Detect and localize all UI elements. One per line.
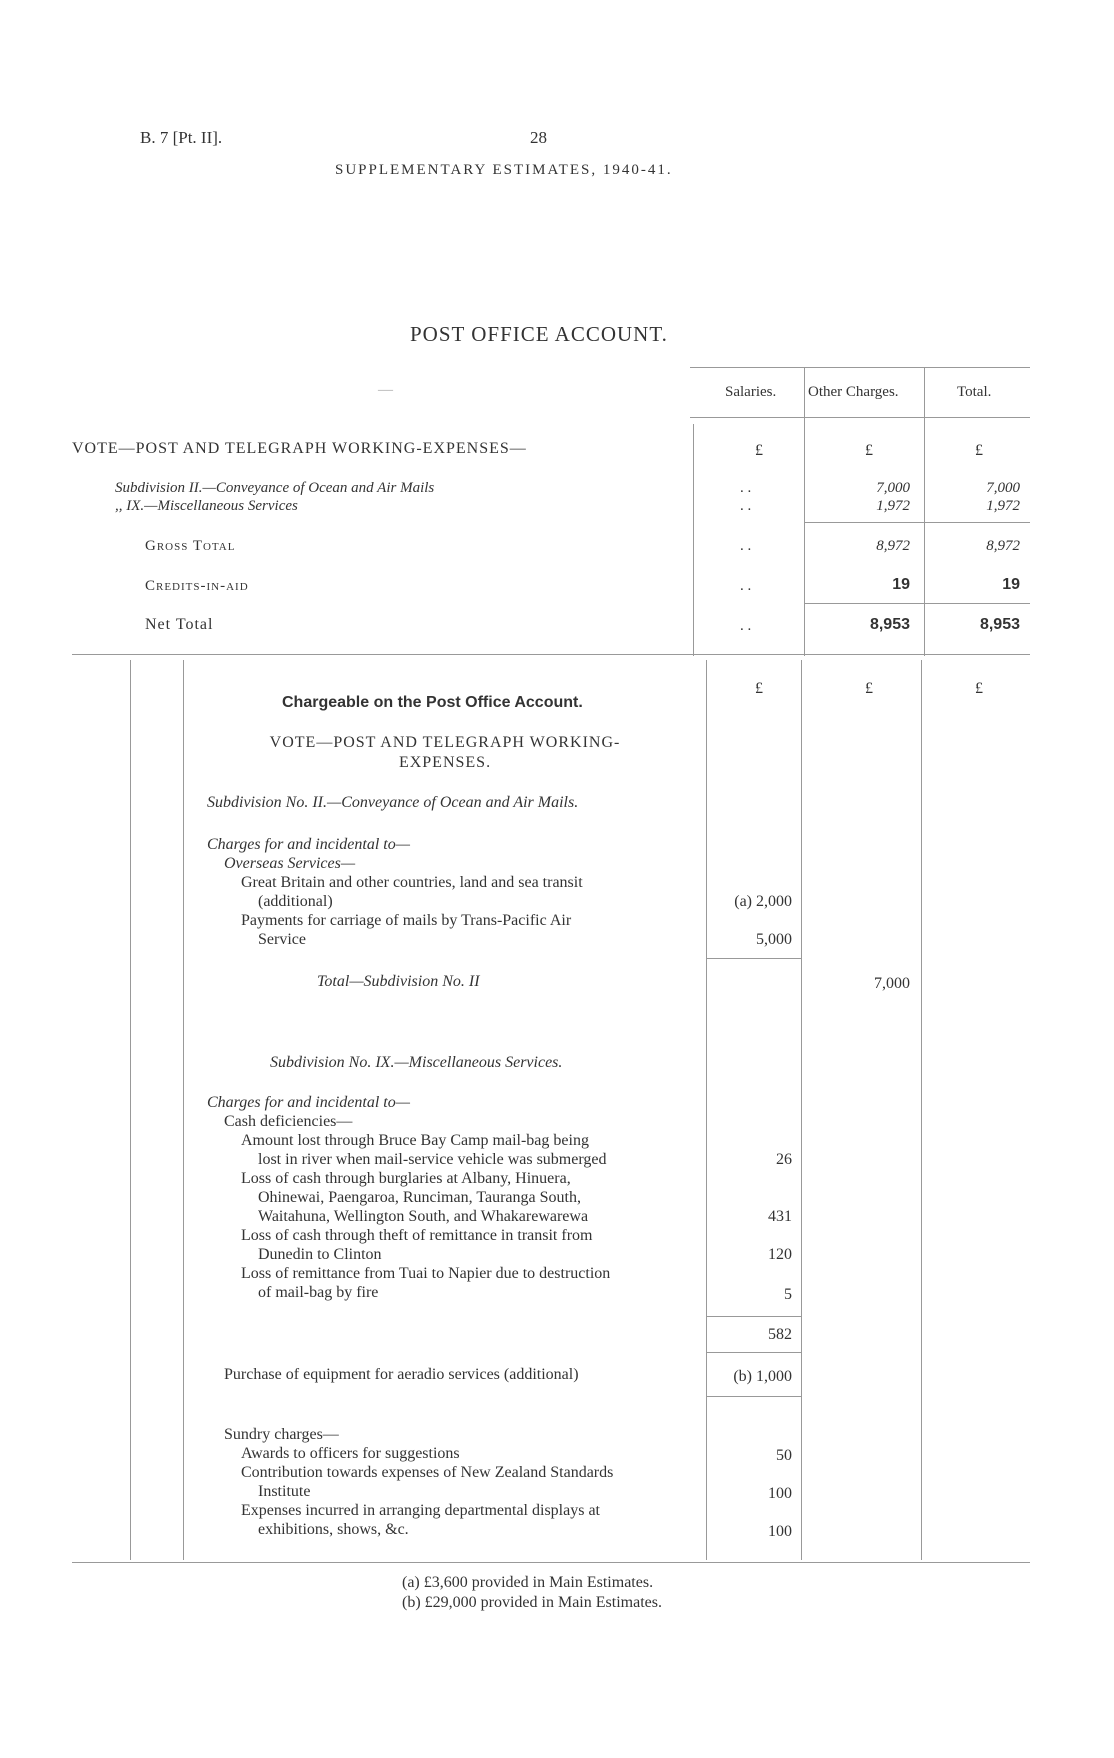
subdivision-ii-total: 7,000 xyxy=(986,480,1020,496)
vote-heading-line2: EXPENSES. xyxy=(398,754,492,771)
net-total-label: Net Total xyxy=(145,616,214,633)
running-title: SUPPLEMENTARY ESTIMATES, 1940-41. xyxy=(335,162,673,178)
detail-currency-other: £ xyxy=(865,680,873,697)
theft-amount: 120 xyxy=(768,1246,792,1263)
bruce-bay-line2: lost in river when mail-service vehicle was submerged xyxy=(258,1151,607,1168)
trans-pacific-line2: Service xyxy=(258,931,306,948)
displays-line2: exhibitions, shows, &c. xyxy=(258,1521,409,1538)
reference-number: B. 7 [Pt. II]. xyxy=(140,128,223,147)
subdivision-ii-label: Subdivision II.—Conveyance of Ocean and Air Mails xyxy=(115,480,435,496)
aeradio-equipment-label: Purchase of equipment for aeradio services (additional) xyxy=(224,1366,579,1383)
awards-amount: 50 xyxy=(776,1447,792,1464)
great-britain-line1: Great Britain and other countries, land and sea transit xyxy=(241,874,583,891)
displays-amount: 100 xyxy=(768,1523,792,1540)
subdivision-ii-heading: Subdivision No. II.—Conveyance of Ocean and Air Mails. xyxy=(207,794,579,811)
credits-in-aid-other: 19 xyxy=(892,576,910,593)
subdivision-ix-label: ,, IX.—Miscellaneous Services xyxy=(115,498,298,514)
displays-line1: Expenses incurred in arranging departmental displays at xyxy=(241,1502,600,1519)
vote-label: VOTE—POST AND TELEGRAPH WORKING-EXPENSES— xyxy=(72,440,527,457)
gross-total-label: Gross Total xyxy=(145,538,236,554)
column-header-salaries: Salaries. xyxy=(725,384,777,400)
detail-currency-total: £ xyxy=(975,680,983,697)
burglaries-amount: 431 xyxy=(768,1208,792,1225)
burglaries-line1: Loss of cash through burglaries at Albany, Hinuera, xyxy=(241,1170,571,1187)
theft-line2: Dunedin to Clinton xyxy=(258,1246,382,1263)
gross-total-total: 8,972 xyxy=(986,538,1020,554)
great-britain-amount: (a) 2,000 xyxy=(734,893,792,910)
footnote-a: (a) £3,600 provided in Main Estimates. xyxy=(402,1574,654,1591)
aeradio-equipment-amount: (b) 1,000 xyxy=(733,1368,792,1385)
dots: . . xyxy=(740,498,752,514)
subdivision-ix-total: 1,972 xyxy=(986,498,1020,514)
cash-deficiencies-label: Cash deficiencies— xyxy=(224,1113,353,1130)
page-number: 28 xyxy=(530,128,547,147)
column-header-total: Total. xyxy=(957,384,992,400)
dots: . . xyxy=(740,618,752,634)
gross-total-other: 8,972 xyxy=(876,538,910,554)
total-subdivision-ii-label: Total—Subdivision No. II xyxy=(317,973,480,990)
column-header-other-charges: Other Charges. xyxy=(808,384,899,400)
column-header-blank: — xyxy=(378,382,393,398)
trans-pacific-line1: Payments for carriage of mails by Trans-Pacific Air xyxy=(241,912,572,929)
bruce-bay-amount: 26 xyxy=(776,1151,792,1168)
charges-label-2: Charges for and incidental to— xyxy=(207,1094,410,1111)
page-title: POST OFFICE ACCOUNT. xyxy=(410,322,668,346)
tuai-line2: of mail-bag by fire xyxy=(258,1284,379,1301)
currency-total: £ xyxy=(975,442,983,459)
credits-in-aid-label: Credits-in-aid xyxy=(145,578,249,594)
contribution-line1: Contribution towards expenses of New Zealand Standards xyxy=(241,1464,614,1481)
cash-deficiencies-subtotal: 582 xyxy=(768,1326,792,1343)
sundry-charges-label: Sundry charges— xyxy=(224,1426,339,1443)
vote-heading-line1: VOTE—POST AND TELEGRAPH WORKING- xyxy=(269,734,621,751)
total-subdivision-ii-amount: 7,000 xyxy=(874,975,910,992)
currency-salaries: £ xyxy=(755,442,763,459)
theft-line1: Loss of cash through theft of remittance in transit from xyxy=(241,1227,593,1244)
detail-currency-salaries: £ xyxy=(755,680,763,697)
chargeable-heading: Chargeable on the Post Office Account. xyxy=(282,694,583,711)
bruce-bay-line1: Amount lost through Bruce Bay Camp mail-bag being xyxy=(241,1132,589,1149)
dots: . . xyxy=(740,480,752,496)
burglaries-line2: Ohinewai, Paengaroa, Runciman, Tauranga South, xyxy=(258,1189,581,1206)
great-britain-line2: (additional) xyxy=(258,893,333,910)
subdivision-ix-other: 1,972 xyxy=(876,498,910,514)
contribution-line2: Institute xyxy=(258,1483,311,1500)
net-total-total: 8,953 xyxy=(979,616,1020,633)
charges-label: Charges for and incidental to— xyxy=(207,836,410,853)
credits-in-aid-total: 19 xyxy=(1002,576,1020,593)
tuai-line1: Loss of remittance from Tuai to Napier due to destruction xyxy=(241,1265,611,1282)
awards-label: Awards to officers for suggestions xyxy=(241,1445,460,1462)
contribution-amount: 100 xyxy=(768,1485,792,1502)
overseas-services-label: Overseas Services— xyxy=(224,855,356,872)
net-total-other: 8,953 xyxy=(869,616,910,633)
footnote-b: (b) £29,000 provided in Main Estimates. xyxy=(402,1594,662,1611)
dots: . . xyxy=(740,578,752,594)
subdivision-ix-heading: Subdivision No. IX.—Miscellaneous Services. xyxy=(270,1054,563,1071)
tuai-amount: 5 xyxy=(784,1286,792,1303)
subdivision-ii-other: 7,000 xyxy=(876,480,910,496)
currency-other: £ xyxy=(865,442,873,459)
burglaries-line3: Waitahuna, Wellington South, and Whakarewarewa xyxy=(258,1208,589,1225)
trans-pacific-amount: 5,000 xyxy=(756,931,792,948)
dots: . . xyxy=(740,538,752,554)
